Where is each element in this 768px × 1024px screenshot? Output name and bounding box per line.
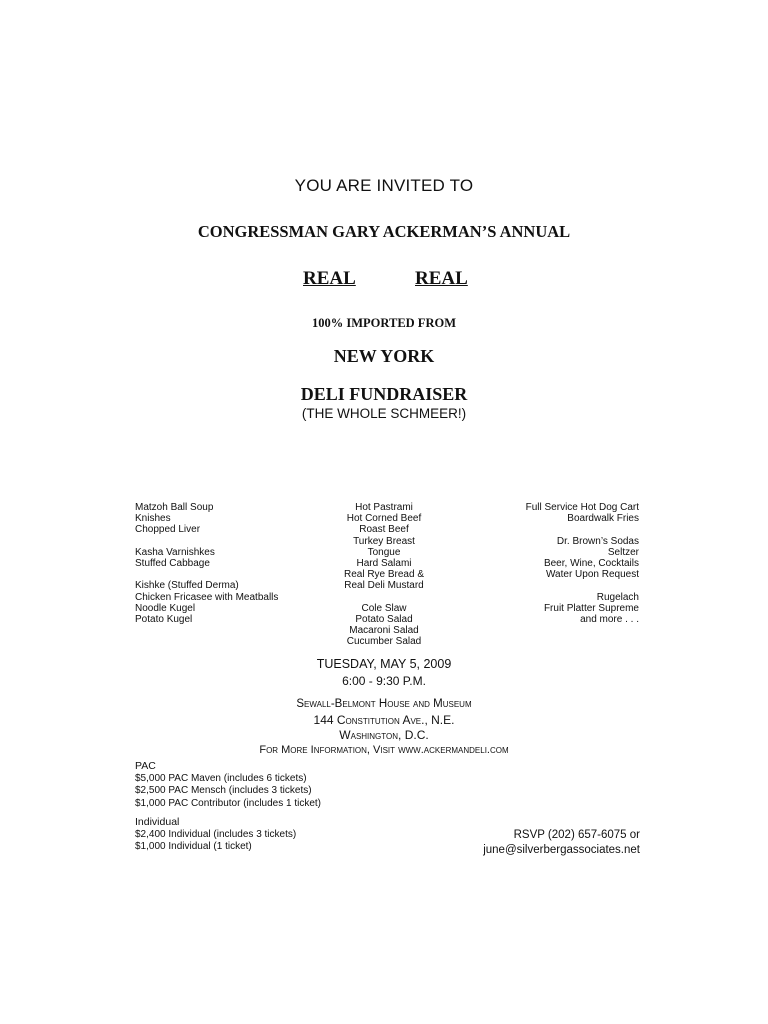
real-right-label: REAL [415,268,468,289]
list-item: Noodle Kugel [135,602,196,614]
real-left-label: REAL [303,268,356,289]
list-item: Kasha Varnishkes [135,546,215,558]
list-item: Chicken Fricasee with Meatballs [135,591,279,603]
list-item: $5,000 PAC Maven (includes 6 tickets) [135,772,307,784]
list-spacer [135,569,278,580]
event-address: 144 Constitution Ave., N.E. [313,713,455,727]
list-item: Chopped Liver [135,524,201,536]
list-spacer [135,536,278,547]
pac-tiers [135,760,321,810]
list-spacer [310,592,458,603]
real-real-row [0,268,768,292]
rsvp-block [430,828,640,857]
individual-tier-list [135,829,296,854]
menu-column-center [310,502,458,648]
list-item: Hard Salami [356,558,412,570]
menu-column-left [135,502,278,625]
list-item: Full Service Hot Dog Cart [525,502,639,513]
more-info-line: For More Information, Visit www.ackermandeli.com [259,744,509,756]
menu-column-right [470,502,639,625]
invitation-intro: YOU ARE INVITED TO [294,176,474,195]
list-spacer [470,524,639,535]
list-item: Matzoh Ball Soup [135,502,214,513]
list-item: Cole Slaw [361,602,407,614]
list-item: Cucumber Salad [346,636,422,648]
list-item: Dr. Brown’s Sodas [556,535,639,547]
list-item: and more . . . [580,614,639,625]
individual-tiers [135,816,296,854]
list-item: Beer, Wine, Cocktails [543,558,639,569]
list-item: Tongue [367,546,401,558]
list-item: $2,400 Individual (includes 3 tickets) [135,828,297,840]
whole-schmeer-subtitle: (THE WHOLE SCHMEER!) [301,406,467,421]
pac-tier-list [135,773,321,811]
new-york-title: NEW YORK [333,346,435,366]
list-item: $1,000 PAC Contributor (includes 1 ticket) [135,797,322,809]
list-item: Real Deli Mustard [344,580,424,592]
list-item: $2,500 PAC Mensch (includes 3 tickets) [135,785,312,797]
list-item: Knishes [135,513,171,525]
list-item: Kishke (Stuffed Derma) [135,580,239,592]
individual-heading: Individual [135,816,180,828]
event-city: Washington, D.C. [339,728,429,742]
event-date: TUESDAY, MAY 5, 2009 [316,657,452,671]
list-item: Hot Corned Beef [346,513,422,525]
rsvp-phone: RSVP (202) 657-6075 or [513,829,640,841]
list-item: Turkey Breast [353,535,415,547]
list-item: Water Upon Request [545,569,639,581]
pac-heading: PAC [135,760,156,772]
list-spacer [470,580,639,591]
imported-from-label: 100% IMPORTED FROM [312,316,456,330]
event-venue: Sewall-Belmont House and Museum [296,698,472,710]
list-item: Potato Salad [355,614,413,626]
event-time: 6:00 - 9:30 P.M. [342,674,426,688]
list-item: Hot Pastrami [355,502,413,513]
list-item: Fruit Platter Supreme [543,602,639,614]
list-item: Macaroni Salad [349,625,419,637]
list-item: Roast Beef [359,524,409,536]
event-host-title: CONGRESSMAN GARY ACKERMAN’S ANNUAL [197,222,571,241]
list-item: Boardwalk Fries [567,513,639,525]
list-item: Potato Kugel [135,614,193,625]
rsvp-email: june@silverbergassociates.net [483,843,640,856]
list-item: Rugelach [596,591,639,603]
list-item: Stuffed Cabbage [135,558,210,569]
deli-fundraiser-title: DELI FUNDRAISER [300,384,468,404]
list-item: $1,000 Individual (1 ticket) [135,841,252,853]
list-item: Real Rye Bread & [343,569,425,581]
list-item: Seltzer [607,546,639,558]
